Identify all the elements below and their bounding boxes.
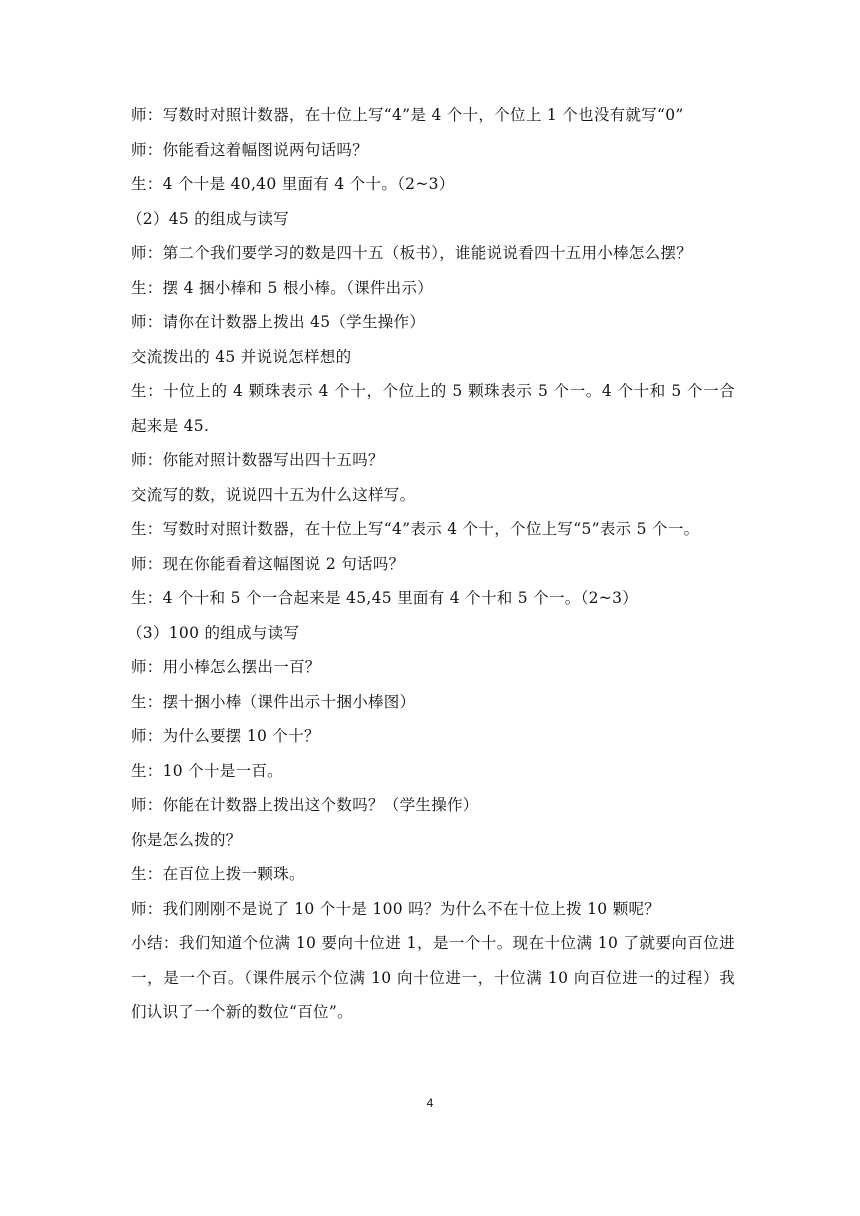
paragraph-teacher-abacus-100: 师：你能在计数器上拨出这个数吗？（学生操作） — [131, 796, 479, 814]
paragraph-teacher-why-ten: 师：为什么要摆 10 个十？ — [131, 727, 320, 745]
paragraph-teacher-why-not-tens: 师：我们刚刚不是说了 10 个十是 100 吗？为什么不在十位上拨 10 颗呢？ — [131, 899, 661, 918]
paragraph-student-hundreds-bead: 生：在百位上拨一颗珠。 — [131, 865, 305, 883]
paragraph-discuss-45: 交流拨出的 45 并说说怎样想的 — [131, 347, 352, 366]
paragraph-student-45-answer: 生：4 个十和 5 个一合起来是 45,45 里面有 4 个十和 5 个一。（2~3） — [131, 589, 639, 607]
paragraph-teacher-picture-45: 师：现在你能看着这幅图说 2 句话吗？ — [131, 554, 405, 573]
paragraph-student-beads-45: 生：十位上的 4 颗珠表示 4 个十，个位上的 5 颗珠表示 5 个一。4 个十和 5 个一合起来是 45. — [131, 382, 735, 435]
paragraph-student-sticks-45: 生：摆 4 捆小棒和 5 根小棒。（课件出示） — [131, 278, 434, 297]
paragraph-teacher-ask-two-sentences: 师：你能看这着幅图说两句话吗？ — [131, 140, 369, 159]
paragraph-student-sticks-100: 生：摆十捆小棒（课件出示十捆小棒图） — [131, 692, 416, 711]
paragraph-how-did-you: 你是怎么拨的？ — [131, 830, 242, 849]
paragraph-teacher-abacus-45: 师：请你在计数器上拨出 45（学生操作） — [131, 313, 426, 331]
document-body — [127, 98, 735, 1030]
paragraph-teacher-sticks-100: 师：用小棒怎么摆出一百？ — [131, 658, 321, 676]
paragraph-discuss-written-45: 交流写的数，说说四十五为什么这样写。 — [131, 485, 416, 504]
paragraph-summary: 小结：我们知道个位满 10 要向十位进 1，是一个十。现在十位满 10 了就要向百位进一，是一个百。（课件展示个位满 10 向十位进一，十位满 10 向百位进一的过程）我们认识了一个新的数位“百位”。 — [131, 934, 735, 1021]
section-heading-45: （2）45 的组成与读写 — [127, 209, 290, 228]
paragraph-student-write-45: 生：写数时对照计数器，在十位上写“4”表示 4 个十，个位上写“5”表示 5 个一。 — [131, 520, 700, 538]
paragraph-student-40-answer: 生：4 个十是 40,40 里面有 4 个十。（2~3） — [131, 175, 455, 193]
section-heading-100: （3）100 的组成与读写 — [127, 623, 300, 642]
paragraph-teacher-intro-45: 师：第二个我们要学习的数是四十五（板书），谁能说说看四十五用小棒怎么摆？ — [131, 244, 693, 262]
paragraph-student-ten-tens: 生：10 个十是一百。 — [131, 761, 283, 780]
paragraph-teacher-write-45: 师：你能对照计数器写出四十五吗？ — [131, 451, 384, 469]
paragraph-teacher-write-40: 师：写数时对照计数器，在十位上写“4”是 4 个十，个位上 1 个也没有就写“0” — [131, 106, 684, 124]
page-number: 4 — [426, 1096, 434, 1110]
